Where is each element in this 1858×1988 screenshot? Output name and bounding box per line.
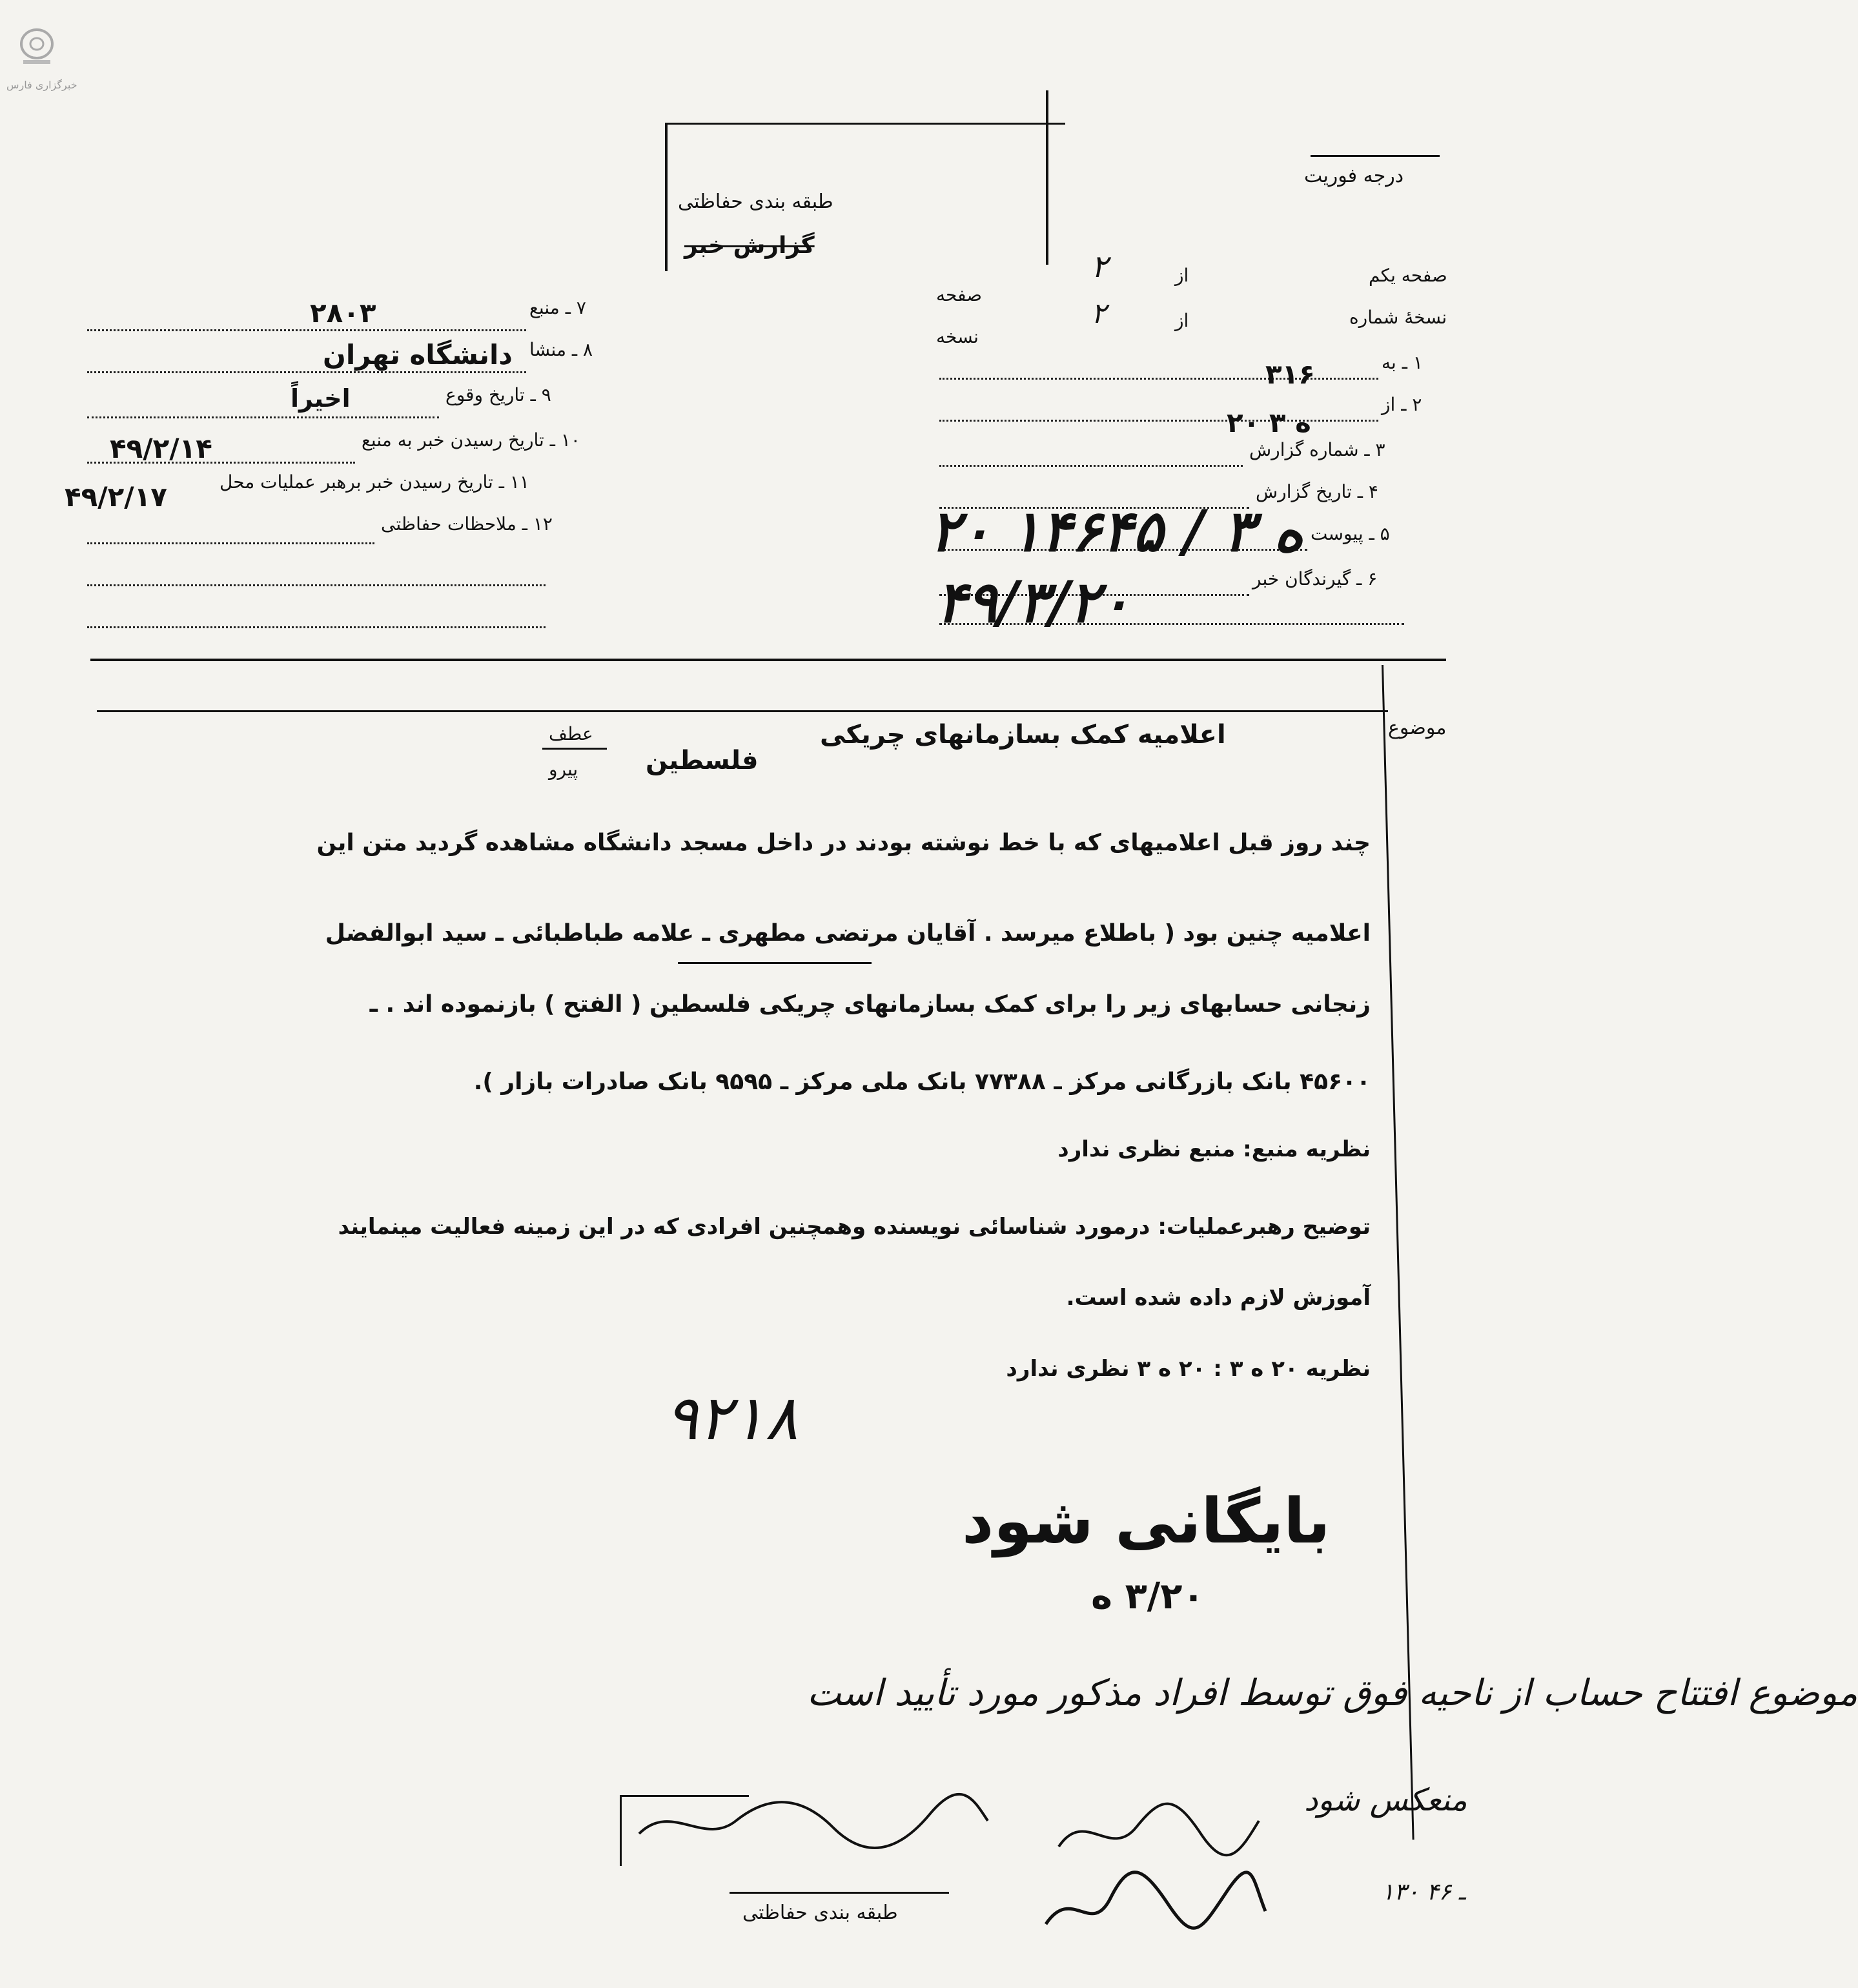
field-12-line-2 bbox=[87, 584, 546, 586]
field-7-value: ۲۸۰۳ bbox=[310, 297, 376, 329]
field-4-label: ۴ ـ تاریخ گزارش bbox=[1256, 481, 1378, 502]
watermark-text: خبرگزاری فارس bbox=[6, 79, 77, 91]
field-1-label: ۱ ـ به bbox=[1382, 352, 1423, 373]
copy-unit: نسخه bbox=[936, 326, 979, 347]
field-2-line bbox=[939, 420, 1378, 422]
field-2-value: ۲۰ ه ۳ bbox=[1227, 407, 1311, 438]
field-9-value: اخیراً bbox=[291, 384, 351, 413]
top-bracket-left bbox=[665, 123, 668, 271]
handwritten-number: ۹۲۱۸ bbox=[665, 1382, 799, 1454]
signature-graphic bbox=[1033, 1769, 1278, 1963]
bottom-box-top bbox=[730, 1892, 949, 1894]
classification-top: طبقه بندی حفاظتی bbox=[678, 190, 833, 213]
subject-label: موضوع bbox=[1388, 717, 1447, 739]
source-opinion: نظریه منبع: منبع نظری ندارد bbox=[1057, 1136, 1371, 1162]
field-7-line bbox=[87, 329, 526, 331]
field-5-label: ۵ ـ پیوست bbox=[1311, 523, 1390, 544]
fars-news-logo-icon bbox=[14, 25, 59, 76]
archive-code: ۳/۲۰ ه bbox=[1091, 1575, 1205, 1617]
handwritten-report-date: ۴۹/۳/۲۰ bbox=[936, 568, 1130, 635]
handwritten-report-number: ۲۰ ه ۳ / ۱۴۶۴۵ bbox=[930, 497, 1303, 564]
page-label: صفحه یکم bbox=[1369, 265, 1447, 286]
field-10-label: ۱۰ ـ تاریخ رسیدن خبر به منبع bbox=[362, 429, 580, 451]
opinion-20h3: نظریه ۲۰ ه ۳ : ۲۰ ه ۳ نظری ندارد bbox=[1006, 1356, 1371, 1382]
body-line-3: زنجانی حسابهای زیر را برای کمک بسازمانهای چریکی فلسطین ( الفتح ) بازنموده اند . ـ bbox=[369, 991, 1371, 1018]
field-9-label: ۹ ـ تاریخ وقوع bbox=[445, 384, 551, 405]
scribble-graphic bbox=[633, 1776, 994, 1866]
atf-label: عطف bbox=[549, 723, 593, 744]
field-11-value: ۴۹/۲/۱۷ bbox=[65, 481, 167, 513]
top-bracket-right bbox=[1046, 90, 1048, 265]
field-1-value: ۳۱۶ bbox=[1265, 358, 1315, 390]
priority-label: درجه فوریت bbox=[1304, 165, 1404, 187]
field-2-label: ۲ ـ از bbox=[1382, 394, 1422, 415]
field-8-line bbox=[87, 371, 526, 373]
form-title: گزارش خبر bbox=[684, 232, 815, 259]
handwritten-note-2: منعکس شود bbox=[1304, 1782, 1467, 1818]
field-10-value: ۴۹/۲/۱۴ bbox=[110, 433, 212, 464]
copy-value: ۲ bbox=[1091, 297, 1107, 330]
field-3-line bbox=[939, 465, 1243, 467]
body-line-4: ۴۵۶۰۰ بانک بازرگانی مرکز ـ ۷۷۳۸۸ بانک ملی مرکز ـ ۹۵۹۵ بانک صادرات بازار ). bbox=[473, 1069, 1371, 1095]
page-from: از bbox=[1175, 265, 1189, 286]
field-11-label: ۱۱ ـ تاریخ رسیدن خبر برهبر عملیات محل bbox=[219, 471, 529, 493]
body-line-1: چند روز قبل اعلامیهای که با خط نوشته بودند در داخل مسجد دانشگاه مشاهده گردید متن این bbox=[316, 830, 1371, 856]
field-12-line-3 bbox=[87, 626, 546, 628]
classification-bottom: طبقه بندی حفاظتی bbox=[742, 1901, 898, 1924]
subject-line-2: فلسطین bbox=[646, 746, 759, 775]
copy-from: از bbox=[1175, 310, 1189, 331]
field-7-label: ۷ ـ منبع bbox=[529, 297, 586, 318]
field-12-line bbox=[87, 542, 374, 544]
subject-top-rule bbox=[97, 710, 1388, 712]
handwritten-note-1: موضوع افتتاح حساب از ناحیه فوق توسط افراد مذکور مورد تأیید است bbox=[807, 1672, 1858, 1714]
page-value: ۲ bbox=[1091, 249, 1108, 285]
subject-line-1: اعلامیه کمک بسازمانهای چریکی bbox=[820, 720, 1226, 750]
field-12-label: ۱۲ ـ ملاحظات حفاظتی bbox=[381, 513, 553, 535]
page-unit: صفحه bbox=[936, 284, 983, 305]
field-8-value: دانشگاه تهران bbox=[323, 339, 513, 371]
field-9-line bbox=[87, 416, 439, 418]
leader-explanation-1: توضیح رهبرعملیات: درمورد شناسائی نویسنده وهمچنین افرادی که در این زمینه فعالیت مینمایند bbox=[338, 1214, 1371, 1240]
bottom-bracket-left bbox=[620, 1795, 622, 1866]
copy-label: نسخهٔ شماره bbox=[1349, 307, 1447, 328]
archive-stamp: بایگانی شود bbox=[962, 1485, 1331, 1557]
note-code: ۱۳۰ ـ ۴۶ bbox=[1382, 1879, 1466, 1905]
margin-line bbox=[1382, 665, 1414, 1839]
body-line-2: اعلامیه چنین بود ( باطلاع میرسد . آقایان مرتضی مطهری ـ علامه طباطبائی ـ سید ابوالفضل bbox=[325, 920, 1371, 947]
leader-explanation-2: آموزش لازم داده شده است. bbox=[1066, 1285, 1371, 1311]
priority-line bbox=[1311, 155, 1440, 157]
field-3-label: ۳ ـ شماره گزارش bbox=[1249, 439, 1385, 460]
field-6-label: ۶ ـ گیرندگان خبر bbox=[1252, 568, 1378, 589]
bottom-bracket-top bbox=[620, 1795, 749, 1797]
peyro-label: پیرو bbox=[549, 759, 578, 780]
header-divider bbox=[90, 659, 1446, 661]
field-8-label: ۸ ـ منشا bbox=[529, 339, 593, 360]
name-underline bbox=[678, 962, 872, 964]
atf-peyro-divider bbox=[542, 748, 607, 750]
top-bracket-line bbox=[665, 123, 1065, 125]
